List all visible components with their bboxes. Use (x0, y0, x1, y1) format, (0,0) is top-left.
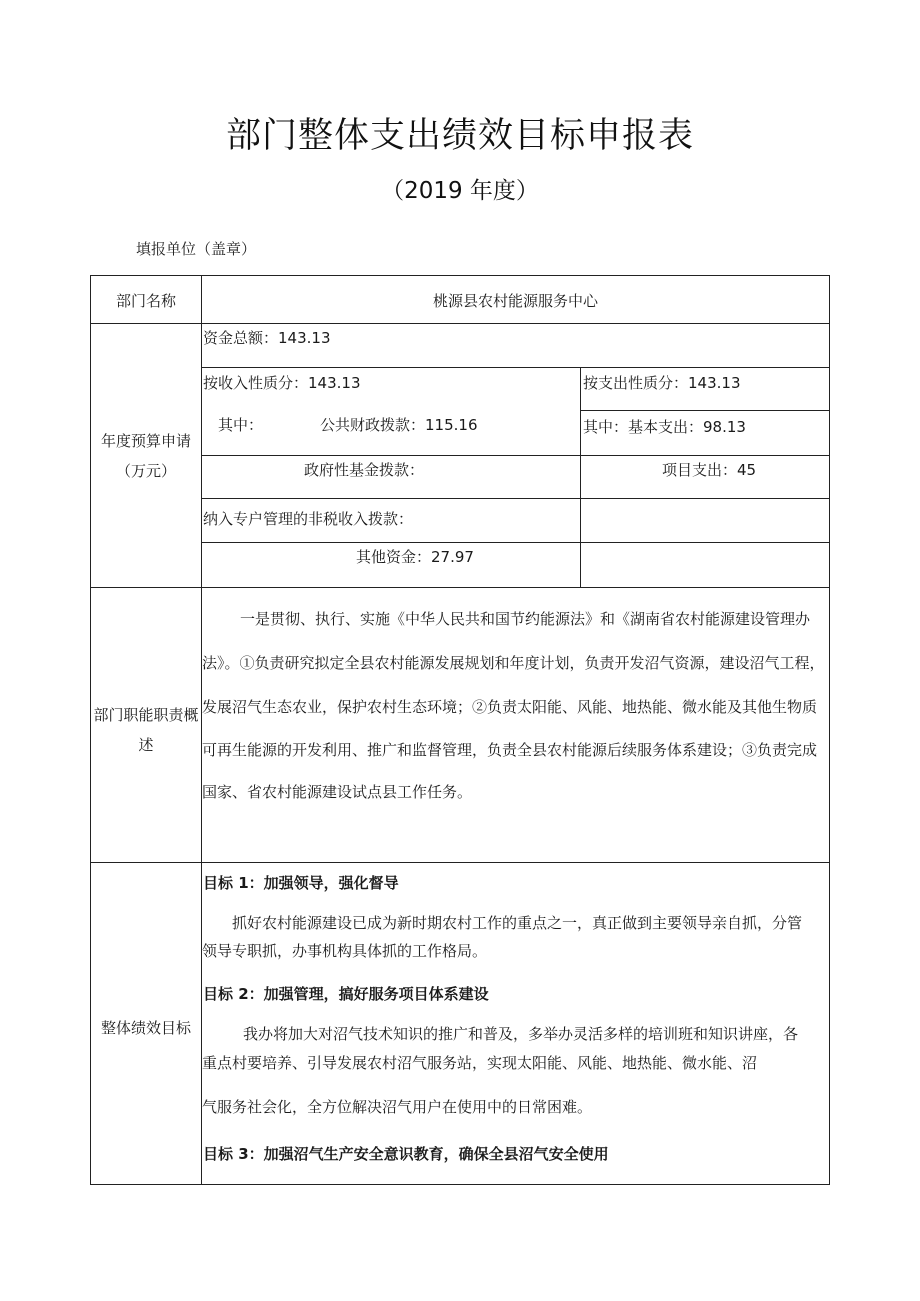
row-divider-budget (90, 587, 830, 588)
duties-label-line1: 部门职能职责概 (93, 706, 199, 724)
budget-label (90, 426, 202, 486)
goal-1-title: 目标 1：加强领导，强化督导 (203, 874, 399, 892)
goal-2-line-3: 气服务社会化，全方位解决沼气用户在使用中的日常困难。 (202, 1098, 593, 1116)
budget-label-line1: 年度预算申请 (100, 432, 191, 450)
goal-2-title: 目标 2：加强管理，搞好服务项目体系建设 (203, 985, 489, 1003)
budget-row-line-4 (201, 498, 830, 499)
reporting-unit-label: 填报单位（盖章） (136, 240, 257, 258)
duties-label (90, 700, 202, 760)
goal-1-line-2: 领导专职抓，办事机构具体抓的工作格局。 (202, 942, 488, 960)
budget-row-line-3 (201, 455, 830, 456)
duties-label-line2: 述 (138, 736, 154, 754)
goal-1-line-1: 抓好农村能源建设已成为新时期农村工作的重点之一，真正做到主要领导亲自抓，分管 (232, 914, 803, 932)
budget-total: 资金总额：143.13 (203, 329, 331, 347)
duties-line-2: 法》。①负责研究拟定全县农村能源发展规划和年度计划，负责开发沼气资源，建设沼气工程， (202, 654, 825, 672)
goals-label: 整体绩效目标 (100, 1019, 191, 1037)
table-border-right (829, 275, 830, 1185)
row-divider-department (90, 323, 830, 324)
budget-row-line-5 (201, 542, 830, 543)
duties-line-3: 发展沼气生态农业，保护农村生态环境；②负责太阳能、风能、地热能、微水能及其他生物质 (202, 698, 818, 716)
goal-2-line-1: 我办将加大对沼气技术知识的推广和普及，多举办灵活多样的培训班和知识讲座，各 (243, 1025, 799, 1043)
department-label: 部门名称 (115, 292, 176, 310)
budget-label-line2: （万元） (115, 462, 176, 480)
year-subtitle: （2019 年度） (381, 178, 539, 204)
budget-by-income: 按收入性质分：143.13 (203, 374, 361, 392)
goal-3-title: 目标 3：加强沼气生产安全意识教育，确保全县沼气安全使用 (203, 1145, 609, 1163)
duties-line-4: 可再生能源的开发利用、推广和监督管理，负责全县农村能源后续服务体系建设；③负责完成 (202, 741, 818, 759)
budget-public-fiscal: 公共财政拨款：115.16 (320, 416, 478, 434)
row-divider-duties (90, 862, 830, 863)
budget-project-expense: 项目支出：45 (662, 461, 757, 479)
budget-row-line-2 (580, 410, 830, 411)
budget-column-divider (580, 367, 581, 587)
budget-row-line-1 (201, 367, 830, 368)
budget-basic-expense: 其中：基本支出：98.13 (583, 418, 746, 436)
budget-other: 其他资金：27.97 (356, 548, 474, 566)
budget-among-label: 其中： (218, 416, 264, 434)
budget-gov-fund: 政府性基金拨款： (304, 461, 425, 479)
department-value: 桃源县农村能源服务中心 (432, 292, 598, 310)
duties-line-1: 一是贯彻、执行、实施《中华人民共和国节约能源法》和《湖南省农村能源建设管理办 (240, 610, 811, 628)
budget-by-expense: 按支出性质分：143.13 (583, 374, 741, 392)
goal-2-line-2: 重点村要培养、引导发展农村沼气服务站，实现太阳能、风能、地热能、微水能、沼 (202, 1054, 758, 1072)
budget-non-tax: 纳入专户管理的非税收入拨款： (203, 510, 414, 528)
page-title: 部门整体支出绩效目标申报表 (225, 116, 694, 156)
duties-line-5: 国家、省农村能源建设试点县工作任务。 (202, 783, 473, 801)
